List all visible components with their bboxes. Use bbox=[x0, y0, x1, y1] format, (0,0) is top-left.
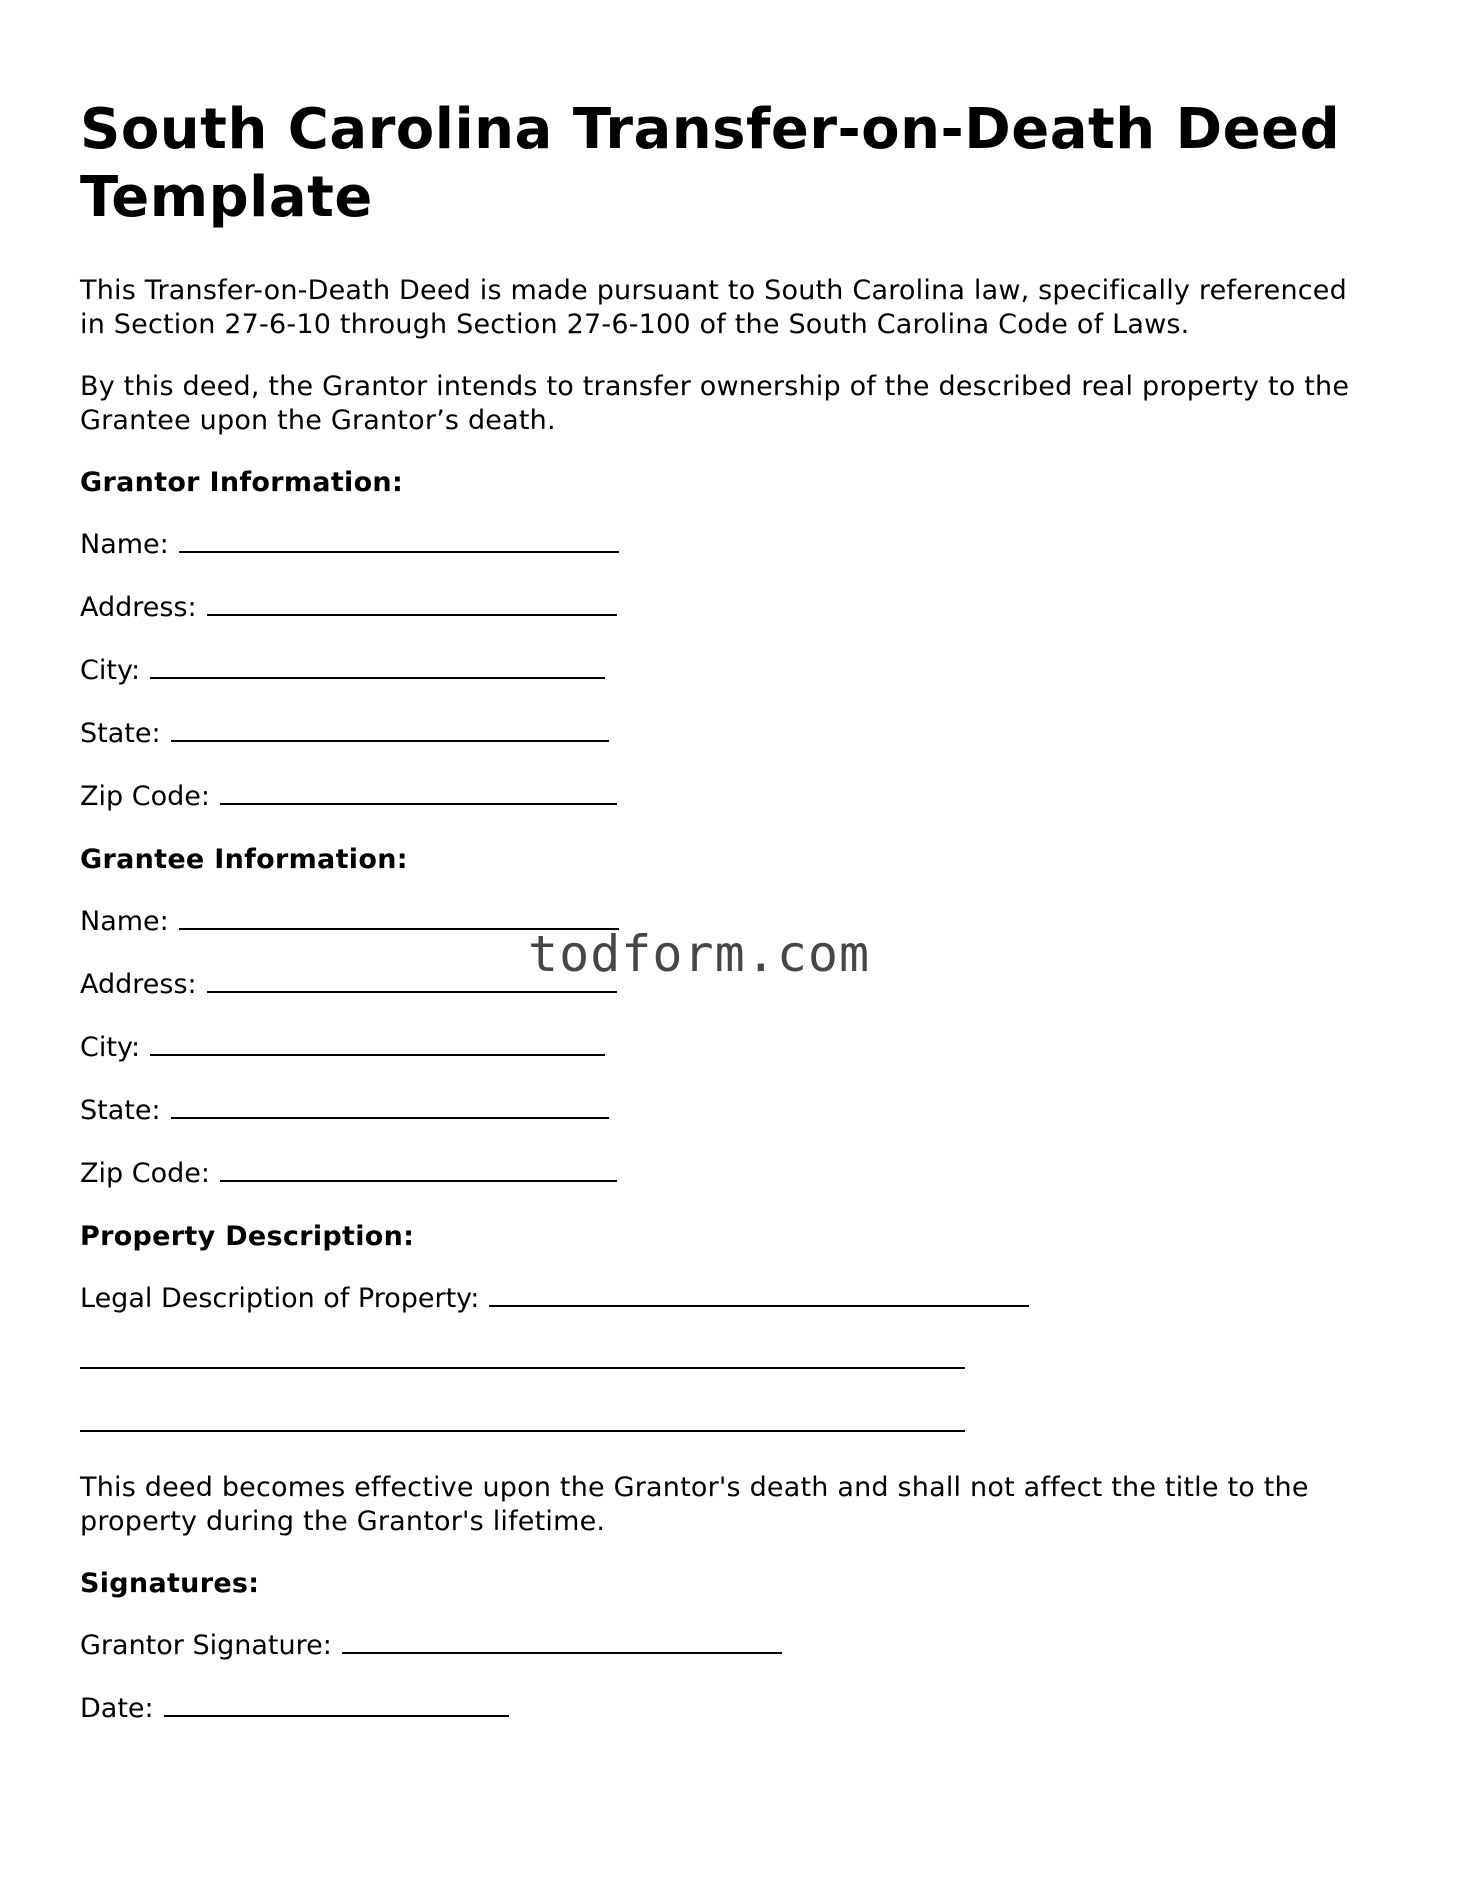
watermark: todform.com bbox=[528, 925, 871, 983]
intro-paragraph-intent: By this deed, the Grantor intends to transfer ownership of the described real property to the Grantee upon the Grantor’s death. bbox=[80, 371, 1350, 436]
grantee-address-label: Address: bbox=[80, 969, 197, 1000]
grantee-zip-blank[interactable] bbox=[220, 1158, 617, 1182]
grantee-address-blank[interactable] bbox=[207, 969, 617, 993]
date-blank[interactable] bbox=[164, 1693, 509, 1717]
grantee-zip-label: Zip Code: bbox=[80, 1158, 210, 1189]
grantor-state-field bbox=[80, 717, 1380, 751]
grantee-zip-field bbox=[80, 1157, 1380, 1191]
property-extra-line-1 bbox=[80, 1345, 1380, 1379]
grantee-state-field bbox=[80, 1094, 1380, 1128]
property-heading: Property Description: bbox=[80, 1221, 415, 1252]
grantor-signature-label: Grantor Signature: bbox=[80, 1630, 332, 1661]
grantor-signature-blank[interactable] bbox=[342, 1630, 782, 1654]
grantor-state-label: State: bbox=[80, 718, 161, 749]
intro-paragraph-law: This Transfer-on-Death Deed is made pursuant to South Carolina law, specifically referenced in Section 27-6-10 through Section 27-6-100 of the South Carolina Code of Laws. bbox=[80, 275, 1347, 340]
property-extra-blank-1[interactable] bbox=[80, 1345, 965, 1369]
property-extra-line-2 bbox=[80, 1408, 1380, 1442]
grantor-state-blank[interactable] bbox=[171, 718, 609, 742]
date-field bbox=[80, 1692, 1380, 1726]
grantor-name-blank[interactable] bbox=[179, 529, 619, 553]
grantor-heading: Grantor Information: bbox=[80, 467, 404, 498]
grantor-city-label: City: bbox=[80, 655, 141, 686]
grantor-city-blank[interactable] bbox=[150, 655, 605, 679]
grantor-zip-label: Zip Code: bbox=[80, 781, 210, 812]
grantee-state-blank[interactable] bbox=[171, 1095, 609, 1119]
grantee-city-field bbox=[80, 1031, 1380, 1065]
property-extra-blank-2[interactable] bbox=[80, 1408, 965, 1432]
property-legal-field bbox=[80, 1282, 1380, 1316]
grantee-name-label: Name: bbox=[80, 906, 169, 937]
grantor-name-field bbox=[80, 528, 1380, 562]
property-legal-label: Legal Description of Property: bbox=[80, 1283, 480, 1314]
date-label: Date: bbox=[80, 1693, 154, 1724]
grantee-state-label: State: bbox=[80, 1095, 161, 1126]
grantor-address-label: Address: bbox=[80, 592, 197, 623]
grantee-heading: Grantee Information: bbox=[80, 844, 408, 875]
grantor-zip-blank[interactable] bbox=[220, 781, 617, 805]
grantor-name-label: Name: bbox=[80, 529, 169, 560]
grantor-zip-field bbox=[80, 780, 1380, 814]
document-title: South Carolina Transfer-on-Death Deed Template bbox=[80, 97, 1341, 230]
document-page bbox=[80, 96, 1380, 1755]
grantor-address-blank[interactable] bbox=[207, 592, 617, 616]
grantee-city-label: City: bbox=[80, 1032, 141, 1063]
grantee-name-blank[interactable] bbox=[179, 906, 619, 930]
grantee-address-field bbox=[80, 968, 1380, 1002]
grantee-name-field bbox=[80, 905, 1380, 939]
property-legal-blank[interactable] bbox=[489, 1283, 1029, 1307]
grantee-city-blank[interactable] bbox=[150, 1032, 605, 1056]
effective-paragraph: This deed becomes effective upon the Grantor's death and shall not affect the title to the property during the Grantor's lifetime. bbox=[80, 1472, 1309, 1537]
grantor-address-field bbox=[80, 591, 1380, 625]
grantor-signature-field bbox=[80, 1629, 1380, 1663]
signatures-heading: Signatures: bbox=[80, 1568, 260, 1599]
grantor-city-field bbox=[80, 654, 1380, 688]
